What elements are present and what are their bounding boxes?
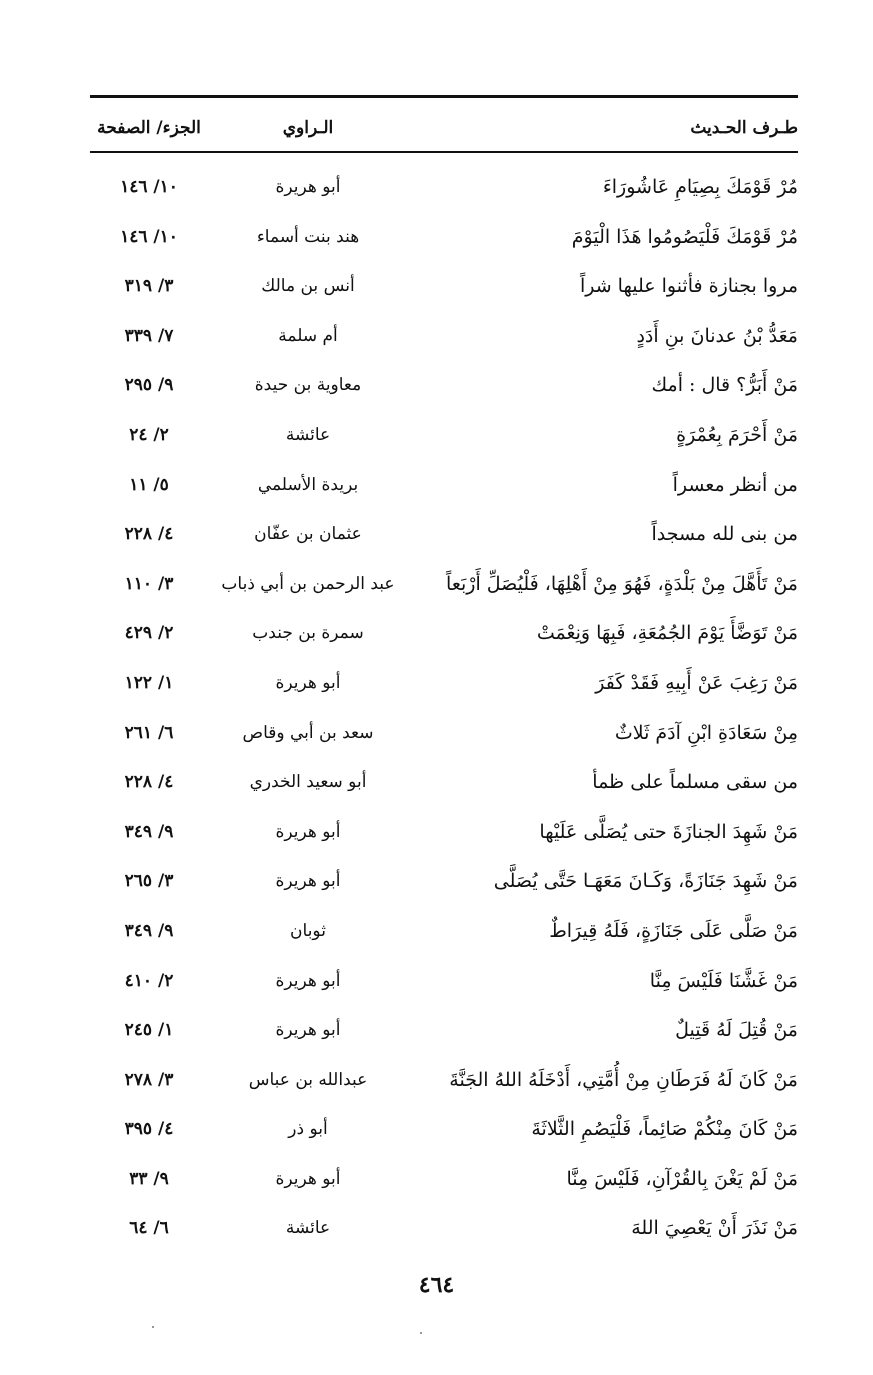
- volume-page: ١٠/ ١٤٦: [120, 226, 178, 247]
- table-row: [90, 810, 798, 860]
- table-row: [90, 512, 798, 562]
- index-table: [90, 165, 798, 1256]
- header-hadith: طـرف الحـديث: [690, 118, 798, 138]
- header-ref: الجزء/ الصفحة: [97, 118, 201, 138]
- volume-page: ٩/ ٣٣: [129, 1168, 169, 1189]
- hadith-text: من بنى لله مسجداً: [651, 523, 798, 546]
- rawi-name: أبو هريرة: [275, 177, 341, 197]
- table-row: [90, 760, 798, 810]
- top-rule: [90, 95, 798, 98]
- rawi-name: أبو هريرة: [275, 1020, 341, 1041]
- scan-speck: [152, 1326, 154, 1328]
- rawi-name: بريدة الأسلمي: [257, 474, 359, 495]
- hadith-text: مَنْ كَانَ لَهُ فَرَطَانِ مِنْ أُمَّتِي، أَدْخَلَهُ اللهُ الجَنَّةَ: [449, 1068, 798, 1091]
- rawi-name: أنس بن مالك: [261, 276, 355, 297]
- hadith-text: مُرْ قَوْمَكَ فَلْيَصُومُوا هَذَا الْيَوْمَ: [571, 225, 798, 248]
- hadith-text: من سقى مسلماً على ظمأ: [592, 771, 798, 794]
- rawi-name: أبو هريرة: [275, 672, 341, 693]
- volume-page: ٣/ ٢٦٥: [124, 871, 174, 892]
- table-row: [90, 661, 798, 711]
- header-rule: [90, 151, 798, 153]
- rawi-name: أبو هريرة: [275, 970, 341, 991]
- table-row: [90, 463, 798, 513]
- hadith-text: مَنْ صَلَّى عَلَى جَنَازَةٍ، فَلَهُ قِيرَاطٌ: [549, 919, 798, 942]
- rawi-name: عثمان بن عفّان: [254, 524, 362, 545]
- table-row: [90, 363, 798, 413]
- hadith-text: مَنْ لَمْ يَغْنَ بِالقُرْآنِ، فَلَيْسَ مِنَّا: [566, 1167, 798, 1190]
- table-row: [90, 413, 798, 463]
- table-row: [90, 1107, 798, 1157]
- rawi-name: عبد الرحمن بن أبي ذباب: [221, 573, 395, 594]
- rawi-name: ثوبان: [290, 920, 326, 941]
- table-row: [90, 314, 798, 364]
- volume-page: ١/ ٢٤٥: [124, 1020, 174, 1041]
- hadith-text: مَنْ قُتِلَ لَهُ قَتِيلٌ: [675, 1019, 798, 1042]
- rawi-name: أم سلمة: [278, 325, 338, 346]
- volume-page: ٤/ ٢٢٨: [124, 524, 174, 545]
- table-row: [90, 1008, 798, 1058]
- table-row: [90, 1058, 798, 1108]
- table-row: [90, 1157, 798, 1207]
- hadith-text: مَنْ أَحْرَمَ بِعُمْرَةٍ: [676, 423, 798, 446]
- hadith-text: مَنْ كَانَ مِنْكُمْ صَائِماً، فَلْيَصُمِ الثَّلاثَةَ: [531, 1118, 798, 1141]
- rawi-name: سعد بن أبي وقاص: [242, 722, 374, 743]
- hadith-text: مَنْ شَهِدَ الجنازَةَ حتى يُصَلَّى عَلَيْها: [539, 820, 798, 843]
- hadith-text: مَعَدُّ بْنُ عدنانَ بنِ أَدَدٍ: [636, 324, 798, 347]
- table-row: [90, 611, 798, 661]
- table-row: [90, 909, 798, 959]
- hadith-text: مِنْ سَعَادَةِ ابْنِ آدَمَ ثَلاثٌ: [614, 721, 798, 744]
- table-row: [90, 1206, 798, 1256]
- rawi-name: أبو ذر: [288, 1119, 328, 1140]
- rawi-name: أبو سعيد الخدري: [249, 772, 367, 793]
- table-header: [90, 110, 798, 146]
- hadith-text: مُرْ قَوْمَكَ بِصِيَامِ عَاشُورَاءَ: [602, 176, 798, 198]
- table-row: [90, 959, 798, 1009]
- rawi-name: عبدالله بن عباس: [248, 1069, 368, 1090]
- hadith-text: مَنْ غَشَّنَا فَلَيْسَ مِنَّا: [649, 969, 798, 992]
- volume-page: ٧/ ٣٣٩: [124, 325, 174, 346]
- hadith-text: مَنْ أَبَرُّ؟ قال : أمك: [651, 374, 798, 397]
- table-row: [90, 859, 798, 909]
- hadith-text: مروا بجنازة فأثنوا عليها شراً: [579, 275, 798, 298]
- volume-page: ٦/ ٢٦١: [124, 722, 174, 743]
- rawi-name: عائشة: [285, 424, 331, 445]
- hadith-text: مَنْ رَغِبَ عَنْ أَبِيهِ فَقَدْ كَفَرَ: [595, 671, 798, 694]
- hadith-text: مَنْ نَذَرَ أَنْ يَعْصِيَ اللهَ: [631, 1217, 798, 1240]
- volume-page: ١٠/ ١٤٦: [120, 177, 178, 197]
- hadith-text: مَنْ تَأَهَّلَ مِنْ بَلْدَةٍ، فَهُوَ مِنْ أَهْلِهَا، فَلْيُصَلِّ أَرْبَعاً: [446, 572, 798, 595]
- rawi-name: أبو هريرة: [275, 1168, 341, 1189]
- volume-page: ٢/ ٤٢٩: [124, 623, 174, 644]
- volume-page: ٣/ ٢٧٨: [124, 1069, 174, 1090]
- scan-speck: [420, 1332, 422, 1334]
- rawi-name: أبو هريرة: [275, 821, 341, 842]
- volume-page: ٢/ ٢٤: [129, 424, 169, 445]
- table-row: [90, 711, 798, 761]
- volume-page: ٤/ ٢٢٨: [124, 772, 174, 793]
- volume-page: ١/ ١٢٢: [124, 672, 174, 693]
- table-row: [90, 165, 798, 215]
- volume-page: ٣/ ٣١٩: [124, 276, 174, 297]
- header-rawi: الـراوي: [282, 118, 334, 138]
- page-number: ٤٦٤: [418, 1272, 455, 1298]
- hadith-text: من أنظر معسراً: [672, 473, 798, 496]
- rawi-name: عائشة: [285, 1218, 331, 1239]
- volume-page: ٢/ ٤١٠: [124, 970, 174, 991]
- volume-page: ٥/ ١١: [129, 474, 169, 495]
- table-row: [90, 264, 798, 314]
- rawi-name: سمرة بن جندب: [252, 623, 364, 644]
- volume-page: ٩/ ٣٤٩: [124, 920, 174, 941]
- volume-page: ٤/ ٣٩٥: [124, 1119, 174, 1140]
- volume-page: ٩/ ٣٤٩: [124, 821, 174, 842]
- volume-page: ٦/ ٦٤: [129, 1218, 169, 1239]
- volume-page: ٣/ ١١٠: [124, 573, 174, 594]
- hadith-text: مَنْ شَهِدَ جَنَازَةً، وَكَـانَ مَعَهَـا حَتَّى يُصَلَّى: [493, 870, 798, 893]
- volume-page: ٩/ ٢٩٥: [124, 375, 174, 396]
- table-row: [90, 562, 798, 612]
- hadith-text: مَنْ تَوَضَّأَ يَوْمَ الجُمُعَةِ، فَبِهَا وَنِعْمَتْ: [536, 622, 798, 645]
- table-row: [90, 215, 798, 265]
- rawi-name: أبو هريرة: [275, 871, 341, 892]
- rawi-name: هند بنت أسماء: [256, 226, 360, 247]
- rawi-name: معاوية بن حيدة: [254, 375, 362, 396]
